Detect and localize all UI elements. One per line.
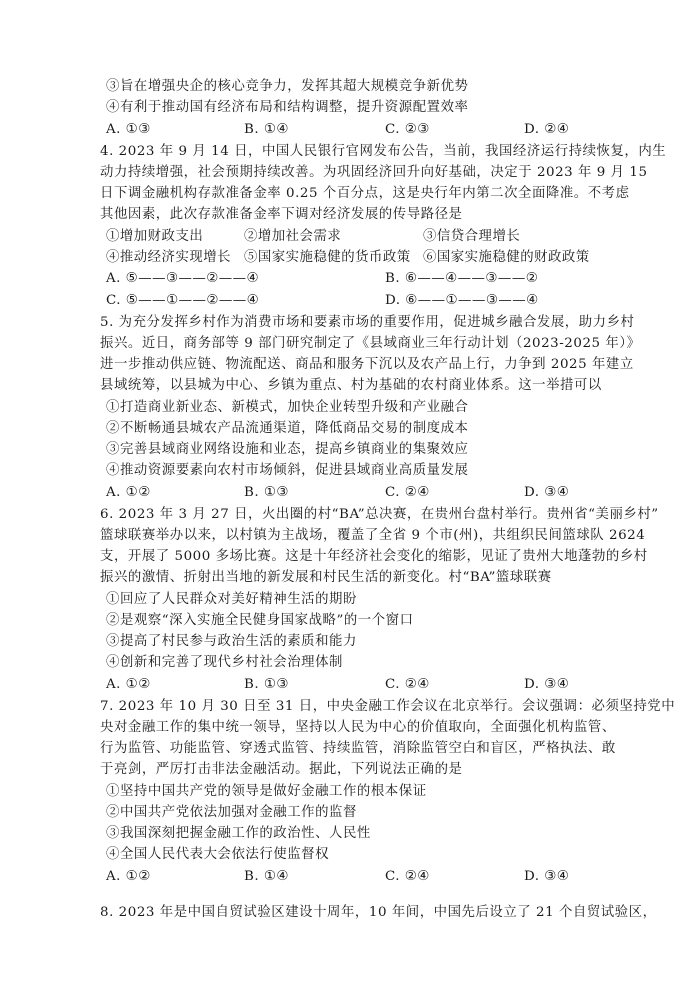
q6-option-c[interactable]: C. ②④ — [385, 677, 430, 692]
q4-stem-line-3: 日下调金融机构存款准备金率 0.25 个百分点，这是央行年内第二次全面降准。不考虑 — [100, 186, 630, 201]
q5-item-1: ①打造商业新业态、新模式，加快企业转型升级和产业融合 — [106, 400, 469, 415]
q5-stem-line-4: 县域统筹，以县城为中心、乡镇为重点、村为基础的农村商业体系。这一举措可以 — [100, 378, 602, 393]
q7-item-2: ②中国共产党依法加强对金融工作的监督 — [106, 805, 357, 820]
q6-option-a[interactable]: A. ①② — [106, 677, 151, 692]
q7-option-c[interactable]: C. ②④ — [385, 869, 430, 884]
q6-option-b[interactable]: B. ①③ — [244, 677, 289, 692]
q4-choice-4: ④推动经济实现增长 — [106, 250, 232, 265]
q4-stem-line-4: 其他因素，此次存款准备金率下调对经济发展的传导路径是 — [100, 207, 463, 222]
q6-stem-line-4: 振兴的激情、折射出当地的新发展和村民生活的新变化。村“BA”篮球联赛 — [100, 570, 552, 585]
q7-option-a[interactable]: A. ①② — [106, 869, 151, 884]
q7-stem-line-2: 央对金融工作的集中统一领导，坚持以人民为中心的价值取向，全面强化机构监管、 — [100, 720, 616, 735]
q6-stem-line-2: 篮球联赛举办以来，以村镇为主战场，覆盖了全省 9 个市(州)，共组织民间篮球队 2624 — [100, 528, 646, 543]
q5-stem-line-2: 振兴。近日，商务部等 9 部门研究制定了《县域商业三年行动计划（2023-2025 年）》 — [100, 336, 641, 351]
q5-option-c[interactable]: C. ②④ — [385, 485, 430, 500]
q3-item-3: ③旨在增强央企的核心竞争力，发挥其超大规模竞争新优势 — [106, 79, 469, 94]
q4-choice-1: ①增加财政支出 — [106, 229, 204, 244]
q3-option-b[interactable]: B. ①④ — [244, 122, 289, 137]
q7-item-3: ③我国深刻把握金融工作的政治性、人民性 — [106, 826, 371, 841]
q6-item-4: ④创新和完善了现代乡村社会治理体制 — [106, 655, 343, 670]
q6-item-3: ③提高了村民参与政治生活的素质和能力 — [106, 634, 357, 649]
q5-option-b[interactable]: B. ①③ — [244, 485, 289, 500]
q4-option-a[interactable]: A. ⑤——③——②——④ — [106, 271, 260, 286]
q4-option-b[interactable]: B. ⑥——④——③——② — [385, 271, 539, 286]
q5-stem-line-3: 进一步推动供应链、物流配送、商品和服务下沉以及农产品上行，力争到 2025 年建立 — [100, 357, 634, 372]
q7-stem-line-3: 行为监管、功能监管、穿透式监管、持续监管，消除监管空白和盲区，严格执法、敢 — [100, 741, 616, 756]
q7-stem-line-4: 于亮剑，严厉打击非法金融活动。据此，下列说法正确的是 — [100, 762, 463, 777]
q5-option-a[interactable]: A. ①② — [106, 485, 151, 500]
q4-stem-line-1: 4. 2023 年 9 月 14 日，中国人民银行官网发布公告，当前，我国经济运行持续恢复，内生 — [100, 144, 667, 159]
q6-stem-line-1: 6. 2023 年 3 月 27 日，火出圈的村“BA”总决赛，在贵州台盘村举行。贵州省“美丽乡村” — [100, 507, 659, 522]
q3-option-a[interactable]: A. ①③ — [106, 122, 151, 137]
q7-item-4: ④全国人民代表大会依法行使监督权 — [106, 847, 330, 862]
q4-choice-3: ③信贷合理增长 — [423, 229, 521, 244]
q5-stem-line-1: 5. 为充分发挥乡村作为消费市场和要素市场的重要作用，促进城乡融合发展，助力乡村 — [100, 315, 635, 330]
q7-item-1: ①坚持中国共产党的领导是做好金融工作的根本保证 — [106, 784, 427, 799]
q4-choice-2: ②增加社会需求 — [244, 229, 342, 244]
q4-choice-6: ⑥国家实施稳健的财政政策 — [423, 250, 590, 265]
q8-stem-line-1: 8. 2023 年是中国自贸试验区建设十周年，10 年间，中国先后设立了 21 个自贸试验区， — [100, 905, 657, 920]
q4-option-c[interactable]: C. ⑤——①——②——④ — [106, 293, 260, 308]
q6-option-d[interactable]: D. ③④ — [524, 677, 570, 692]
q6-stem-line-3: 支，开展了 5000 多场比赛。这是十年经济社会变化的缩影，见证了贵州大地蓬勃的乡村 — [100, 549, 648, 564]
q3-option-d[interactable]: D. ②④ — [524, 122, 570, 137]
q4-choice-5: ⑤国家实施稳健的货币政策 — [244, 250, 411, 265]
q5-item-3: ③完善县域商业网络设施和业态，提高乡镇商业的集聚效应 — [106, 442, 469, 457]
q6-item-1: ①回应了人民群众对美好精神生活的期盼 — [106, 592, 357, 607]
q3-item-4: ④有利于推动国有经济布局和结构调整，提升资源配置效率 — [106, 100, 469, 115]
q7-option-d[interactable]: D. ③④ — [524, 869, 570, 884]
q5-item-4: ④推动资源要素向农村市场倾斜，促进县域商业高质量发展 — [106, 463, 469, 478]
q4-stem-line-2: 动力持续增强，社会预期持续改善。为巩固经济回升向好基础，决定于 2023 年 9 月 15 — [100, 165, 648, 180]
q7-option-b[interactable]: B. ①④ — [244, 869, 289, 884]
q4-option-d[interactable]: D. ⑥——①——③——④ — [385, 293, 539, 308]
q3-option-c[interactable]: C. ②③ — [385, 122, 430, 137]
q6-item-2: ②是观察“深入实施全民健身国家战略”的一个窗口 — [106, 613, 414, 628]
q5-item-2: ②不断畅通县城农产品流通渠道，降低商品交易的制度成本 — [106, 421, 469, 436]
q5-option-d[interactable]: D. ③④ — [524, 485, 570, 500]
q7-stem-line-1: 7. 2023 年 10 月 30 日至 31 日，中央金融工作会议在北京举行。会议强调：必须坚持党中 — [100, 699, 676, 714]
